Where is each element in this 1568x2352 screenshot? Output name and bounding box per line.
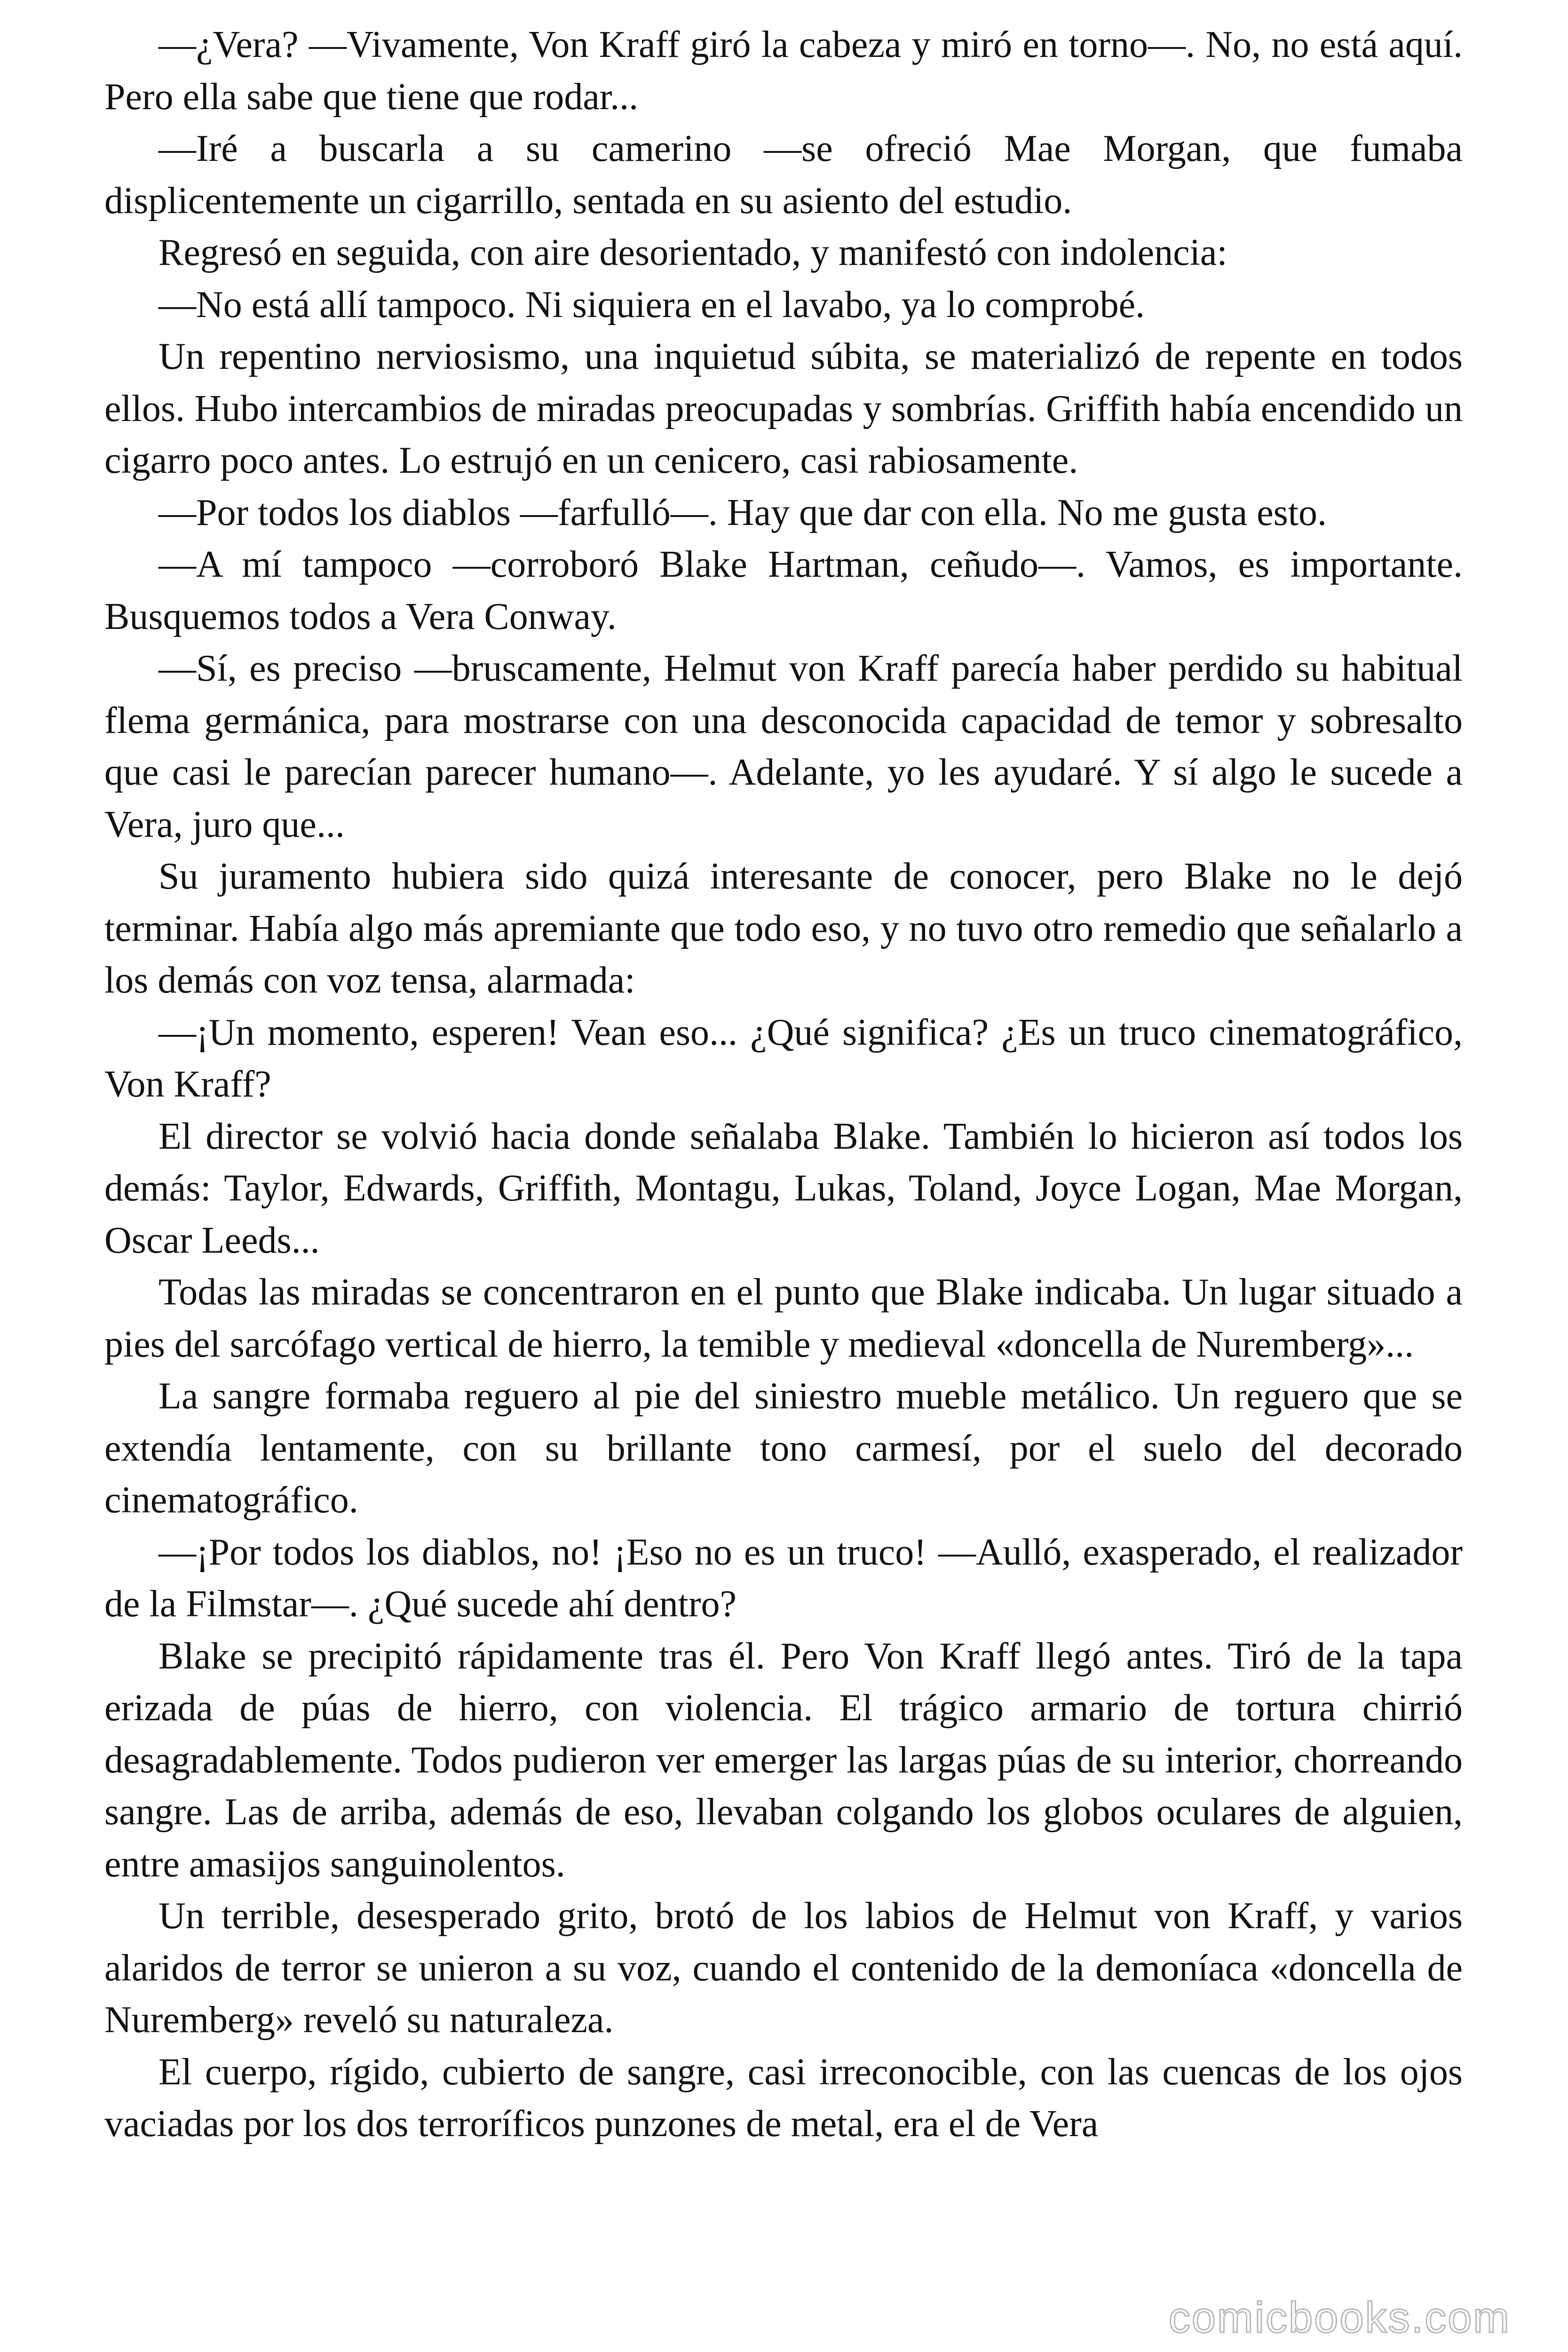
paragraph: Todas las miradas se concentraron en el punto que Blake indicaba. Un lugar situado a pies del sarcófago vertical de hierro, la temible y medieval «doncella de Nuremberg»...	[104, 1271, 1463, 1365]
paragraph: Un repentino nerviosismo, una inquietud súbita, se materializó de repente en todos ellos. Hubo intercambios de miradas preocupadas y sombrías. Griffith había encendido un cigarro poco antes. Lo estrujó en un cenicero, casi rabiosamente.	[104, 336, 1463, 481]
paragraph: —Sí, es preciso —bruscamente, Helmut von Kraff parecía haber perdido su habitual flema germánica, para mostrarse con una desconocida capacidad de temor y sobresalto que casi le parecían parecer humano—. Adelante, yo les ayudaré. Y sí algo le sucede a Vera, juro que...	[104, 648, 1463, 845]
paragraph: Su juramento hubiera sido quizá interesante de conocer, pero Blake no le dejó terminar. Había algo más apremiante que todo eso, y no tuvo otro remedio que señalarlo a los demás con voz tensa, alarmada:	[104, 856, 1463, 1001]
paragraph: —No está allí tampoco. Ni siquiera en el lavabo, ya lo comprobé.	[158, 284, 1145, 326]
paragraph: —¡Un momento, esperen! Vean eso... ¿Qué significa? ¿Es un truco cinematográfico, Von Kraff?	[104, 1011, 1463, 1105]
paragraph: —¡Por todos los diablos, no! ¡Eso no es un truco! —Aulló, exasperado, el realizador de la Filmstar—. ¿Qué sucede ahí dentro?	[104, 1531, 1463, 1625]
paragraph: Regresó en seguida, con aire desorientado, y manifestó con indolencia:	[158, 232, 1227, 273]
page-text	[104, 19, 1463, 2150]
paragraph: El cuerpo, rígido, cubierto de sangre, casi irreconocible, con las cuencas de los ojos vaciadas por los dos terroríficos punzones de metal, era el de Vera	[104, 2051, 1463, 2145]
paragraph: —Por todos los diablos —farfulló—. Hay que dar con ella. No me gusta esto.	[158, 492, 1327, 533]
paragraph: El director se volvió hacia donde señalaba Blake. También lo hicieron así todos los demás: Taylor, Edwards, Griffith, Montagu, Lukas, Toland, Joyce Logan, Mae Morgan, Oscar Leeds...	[104, 1115, 1463, 1261]
paragraph: —A mí tampoco —corroboró Blake Hartman, ceñudo—. Vamos, es importante. Busquemos todos a Vera Conway.	[104, 544, 1463, 637]
paragraph: —¿Vera? —Vivamente, Von Kraff giró la cabeza y miró en torno—. No, no está aquí. Pero ella sabe que tiene que rodar...	[104, 24, 1463, 118]
watermark: comicbooks.com	[1168, 2294, 1511, 2342]
paragraph: —Iré a buscarla a su camerino —se ofreció Mae Morgan, que fumaba displicentemente un cigarrillo, sentada en su asiento del estudio.	[104, 128, 1463, 222]
paragraph: Blake se precipitó rápidamente tras él. Pero Von Kraff llegó antes. Tiró de la tapa erizada de púas de hierro, con violencia. El trágico armario de tortura chirrió desagradablemente. Todos pudieron ver emerger las largas púas de su interior, chorreando sangre. Las de arriba, además de eso, llevaban colgando los globos oculares de alguien, entre amasijos sanguinolentos.	[104, 1635, 1463, 1885]
paragraph: La sangre formaba reguero al pie del siniestro mueble metálico. Un reguero que se extendía lentamente, con su brillante tono carmesí, por el suelo del decorado cinematográfico.	[104, 1375, 1463, 1521]
paragraph: Un terrible, desesperado grito, brotó de los labios de Helmut von Kraff, y varios alaridos de terror se unieron a su voz, cuando el contenido de la demoníaca «doncella de Nuremberg» reveló su naturaleza.	[104, 1895, 1463, 2041]
